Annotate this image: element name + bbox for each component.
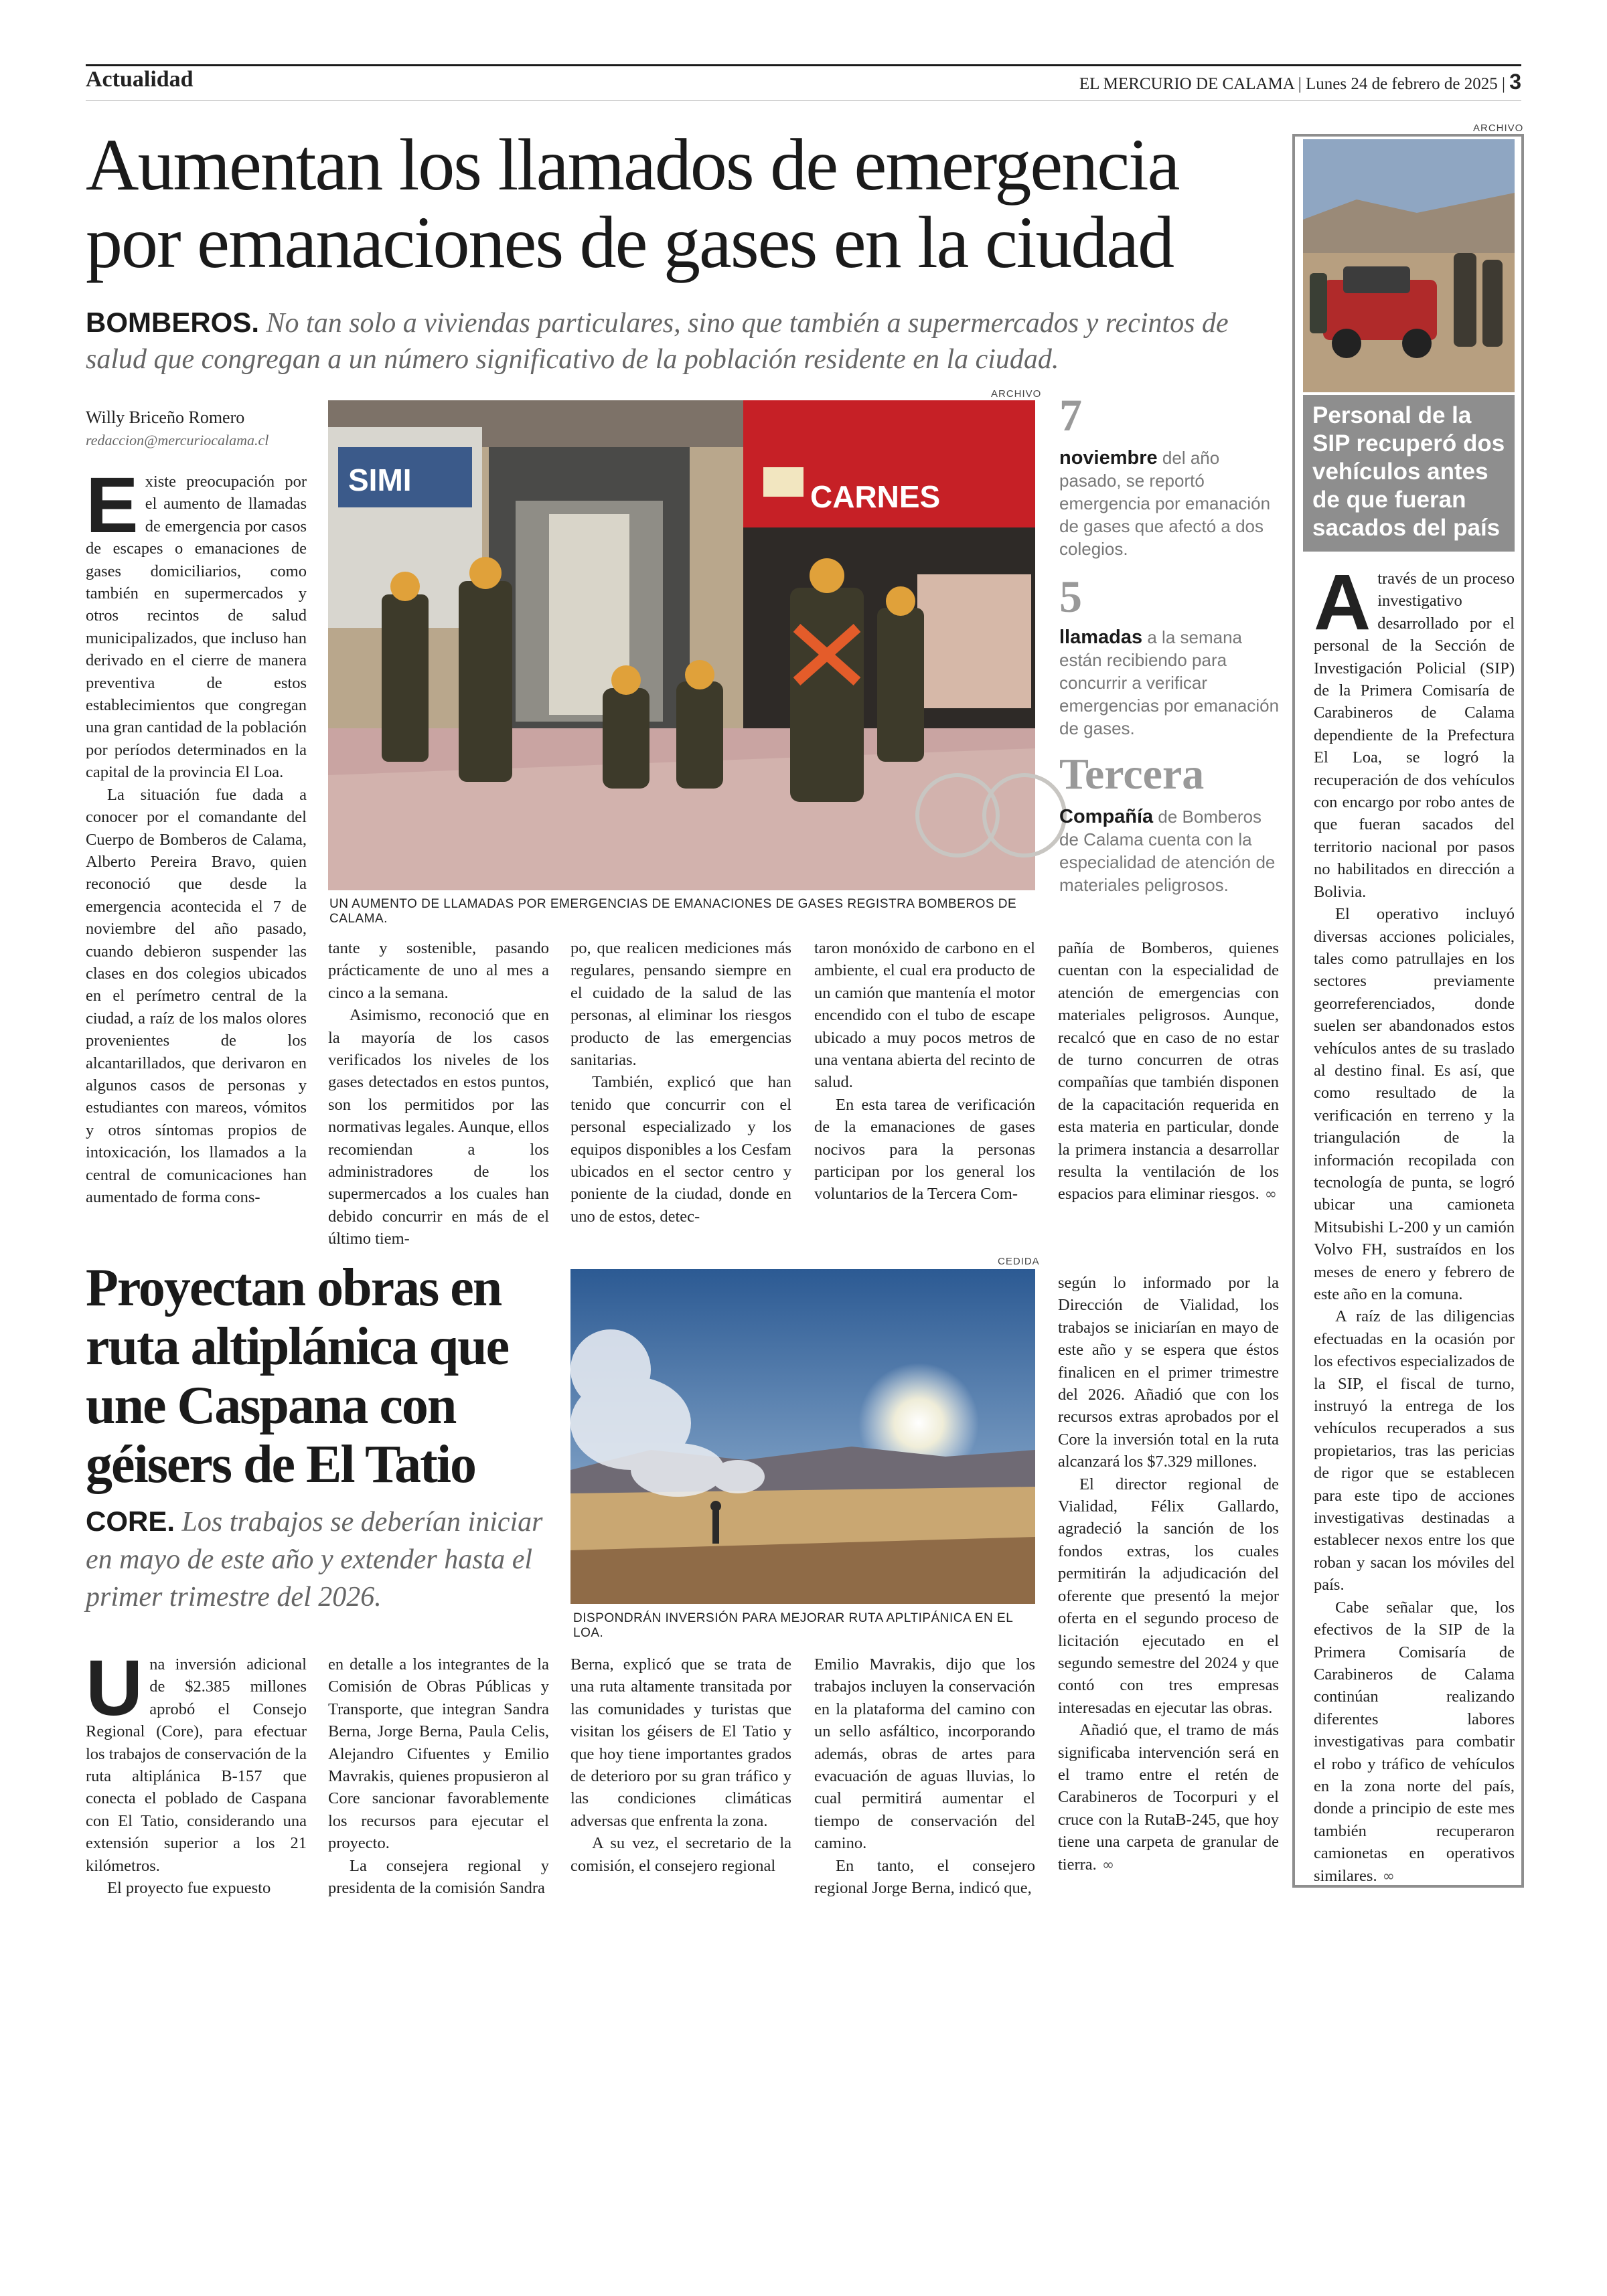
fact-1-body: del año pasado, se reportó emergencia por emanación de gases que afectó a dos colegios. (1059, 448, 1271, 559)
main-photo-caption: UN AUMENTO DE LLAMADAS POR EMERGENCIAS DE EMANACIONES DE GASES REGISTRA BOMBEROS DE CALAMA. (329, 897, 1017, 926)
main-col-1-para-2: La situación fue dada a conocer por el comandante del Cuerpo de Bomberos de Calama, Alberto Pereira Bravo, quien reconoció que desde la emergencia acontecida el 7 de noviembre del año pasado, cuando debieron suspender las clases en dos colegios ubicados en el perímetro central de la ciudad, a raíz de los malos olores provenientes de los alcantarillados, que derivaron en algunos casos de personas y estudiantes con mareos, vómitos y otros síntomas propios de intoxicación, los llamados a la central de comunicaciones han aumentado de forma cons- (86, 785, 307, 1206)
author-email: redaccion@mercuriocalama.cl (86, 432, 269, 448)
simi-sign: SIMI (348, 463, 412, 497)
second-col-4-para-1: Emilio Mavrakis, dijo que los trabajos incluyen la conservación en la plataforma del camino con un sello asfáltico, incorporando además, obras de artes para evacuación de aguas lluvias, lo cual permitirá aumentar el tiempo de conservación del camino. (814, 1655, 1035, 1853)
main-headline-line2: por emanaciones de gases en la ciudad (86, 201, 1174, 283)
fact-2-bold: llamadas (1059, 627, 1143, 648)
second-col-3 (570, 1653, 791, 1901)
firefighters-photo (328, 400, 1035, 890)
main-col-5 (1058, 937, 1279, 1232)
sidebar-dropcap: A (1314, 558, 1371, 647)
main-col-1-para-1 (86, 461, 307, 784)
firefighters-photo-art (328, 400, 1035, 890)
second-headline: Proyectan obras en ruta altiplánica que une Caspana con géisers de El Tatio (86, 1258, 509, 1494)
end-of-article-mark-icon: ∞ (1382, 1868, 1395, 1885)
main-col-3-para-1: po, que realicen mediciones más regulares, pensando siempre en el cuidado de la salud de las personas, al eliminar los riesgos producto de las emergencias sanitarias. (570, 939, 791, 1070)
section-name: Actualidad (86, 67, 194, 92)
main-col-4 (814, 937, 1035, 1232)
fact-3-bold: Compañía (1059, 806, 1154, 827)
fact-3-body: de Bomberos de Calama cuenta con la especialidad de atención de materiales peligrosos. (1059, 807, 1276, 895)
header-rule (86, 64, 1521, 66)
second-col-5-para-1: según lo informado por la Dirección de Vialidad, los trabajos se iniciarían en mayo de este año y se espera que éstos finalicen en el primer trimestre del 2026. Añadió que con los recursos extras aprobados por el Core la inversión total en la ruta alcanzará los $7.329 millones. (1058, 1274, 1279, 1471)
byline (86, 406, 269, 452)
main-deck-tag: BOMBEROS. (86, 307, 260, 338)
main-col-3 (570, 937, 791, 1232)
end-of-article-mark-icon: ∞ (1101, 1856, 1115, 1874)
main-dropcap: E (86, 461, 139, 550)
geyser-photo-art (570, 1269, 1035, 1604)
sidebar-para-2: El operativo incluyó diversas acciones policiales, tales como patrullajes en los sectores previamente georreferenciados, donde suelen ser abandonados estos vehículos antes de su traslado al destino final. Es así, que como resultado de la verificación en terreno y la triangulación de la información recopilada con tecnología de punta, se logró ubicar una camioneta Mitsubishi L-200 y un camión Volvo FH, sustraídos en los meses de enero y febrero de este año en la comuna. (1314, 905, 1515, 1303)
main-deck (86, 305, 1278, 378)
second-deck-text: Los trabajos se deberían iniciar en mayo de este año y extender hasta el primer trimestre del 2026. (86, 1507, 543, 1613)
fact-2-body: a la semana están recibiendo para concurrir a verificar emergencias por emanación de gases. (1059, 627, 1280, 738)
second-col-3-para-1: Berna, explicó que se trata de una ruta altamente transitada por las comunidades y turistas que visitan los géisers de El Tatio y que hoy tiene importantes grados de deterioro por su gran tráfico y las condiciones climáticas adversas que enfrenta la zona. (570, 1655, 791, 1830)
second-col-5 (1058, 1272, 1279, 1901)
header-divider (86, 100, 1521, 101)
second-col-1-para-2: El proyecto fue expuesto (107, 1879, 271, 1898)
second-col-4-para-2: En tanto, el consejero regional Jorge Berna, indicó que, (814, 1856, 1035, 1898)
fact-1-number: 7 (1059, 390, 1082, 440)
second-col-1 (86, 1644, 307, 1901)
fact-2-text (1059, 626, 1280, 740)
main-col-5-para-1 (1058, 937, 1279, 1206)
sidebar-para-4-text: Cabe señalar que, los efectivos de la SIP de la Primera Comisaría de Carabineros de Calama continúan realizando diferentes labores investigativas para combatir el robo y tráfico de vehículos en la zona norte del país, donde a principio de este mes también recuperaron camionetas en operativos similares. (1314, 1598, 1515, 1885)
fact-2-number: 5 (1059, 571, 1082, 622)
fact-3-text (1059, 805, 1280, 896)
main-col-2 (328, 937, 549, 1248)
end-of-article-mark-icon: ∞ (1264, 1186, 1278, 1204)
second-col-1-para-1-text: na inversión adicional de $2.385 millones aprobó el Consejo Regional (Core), para efectuar los trabajos de conservación de la ruta altiplánica B-157 que conecta el poblado de Caspana con El Tatio, considerando una extensión superior a los 21 kilómetros. (86, 1655, 307, 1875)
second-col-3-para-2: A su vez, el secretario de la comisión, el consejero regional (570, 1834, 791, 1875)
second-col-2 (328, 1653, 549, 1901)
second-deck-tag: CORE. (86, 1505, 175, 1537)
second-col-5-para-3-text: Añadió que, el tramo de más significaba intervención será en el tramo entre el retén de Carabineros de Tocorpuri y el cruce con la RutaB-245, que hoy tiene una carpeta de granular de tierra. (1058, 1721, 1279, 1874)
second-deck (86, 1503, 554, 1616)
second-col-5-para-3 (1058, 1719, 1279, 1876)
recovered-vehicles-photo (1303, 139, 1515, 392)
geyser-photo-caption: DISPONDRÁN INVERSIÓN PARA MEJORAR RUTA APLTIPÁNICA EN EL LOA. (573, 1611, 1013, 1640)
main-col-4-para-1: taron monóxido de carbono en el ambiente, el cual era producto de un camión que mantenía el motor encendido con el tubo de escape ubicado a muy pocos metros de una ventana abierta del recinto de salud. (814, 939, 1035, 1092)
sidebar-para-1 (1314, 558, 1515, 903)
geyser-photo (570, 1269, 1035, 1604)
second-col-1-para-1 (86, 1644, 307, 1877)
recovered-vehicles-photo-art (1303, 139, 1515, 392)
main-col-1 (86, 461, 307, 1232)
author-name: Willy Briceño Romero (86, 408, 245, 427)
second-col-5-para-2: El director regional de Vialidad, Félix Gallardo, agradeció la sanción de los fondos extras, los cuales permitirán la adjudicación del oferente que presentó la mejor oferta en el segundo proceso de licitación ejecutado en el segundo semestre del 2024 y que contó con tres empresas interesadas en ejecutar las obras. (1058, 1475, 1279, 1717)
geyser-photo-credit: CEDIDA (998, 1256, 1040, 1267)
main-deck-text: No tan solo a viviendas particulares, sino que también a supermercados y recintos de salud que congregan a un número significativo de la población residente en la ciudad. (86, 308, 1229, 375)
main-col-3-para-2: También, explicó que han tenido que concurrir con el personal especializado y los equipos disponibles a los Cesfam ubicados en el sector centro y poniente de la ciudad, donde en uno de estos, detec- (570, 1073, 791, 1226)
sidebar-para-4 (1314, 1596, 1515, 1888)
fact-3-number: Tercera (1059, 750, 1205, 799)
sidebar-photo-credit: ARCHIVO (1473, 122, 1524, 134)
page-number: 3 (1509, 70, 1521, 94)
carnes-sign: CARNES (810, 479, 941, 514)
sidebar-para-1-text: través de un proceso investigativo desarrollado por el personal de la Sección de Investigación Policial (SIP) de la Primera Comisaría de Carabineros de Calama dependiente de la Prefectura El Loa, se logró la recuperación de dos vehículos con encargo por robo antes de que fueran sacados del territorio nacional por pasos no habilitados en dirección a Bolivia. (1314, 570, 1515, 901)
sidebar-text (1314, 558, 1515, 1885)
main-col-1-para-1-text: xiste preocupación por el aumento de llamadas de emergencia por casos de escapes o emanaciones de gases domiciliarios, como también en supermercados y otros recintos de salud municipalizados, que incluso han derivado en el cierre de manera preventiva de estos establecimientos que congregan una gran cantidad de la población por períodos determinados en la capital de la provincia El Loa. (86, 473, 307, 782)
masthead (1079, 70, 1521, 94)
main-headline-line1: Aumentan los llamados de emergencia (86, 124, 1179, 206)
main-col-5-para-1-text: pañía de Bomberos, quienes cuentan con la especialidad de atención de emergencias con materiales peligrosos. Aunque, recalcó que en caso de no estar de turno concurren de otras compañías que también disponen de la capacitación requerida en esta materia en particular, donde la primera instancia a desarrollar resulta la ventilación de los espacios para eliminar riesgos. (1058, 939, 1279, 1204)
second-dropcap: U (86, 1644, 143, 1732)
second-col-2-para-2: La consejera regional y presidenta de la comisión Sandra (328, 1856, 549, 1898)
fact-1-text (1059, 446, 1280, 560)
fact-1-bold: noviembre (1059, 447, 1158, 469)
main-photo-credit: ARCHIVO (991, 388, 1042, 400)
main-col-2-para-1: tante y sostenible, pasando prácticamente de uno al mes a cinco a la semana. (328, 939, 549, 1002)
masthead-text: EL MERCURIO DE CALAMA | Lunes 24 de febrero de 2025 | (1079, 75, 1505, 93)
second-col-2-para-1: en detalle a los integrantes de la Comisión de Obras Públicas y Transporte, que integran Sandra Berna, Jorge Berna, Paula Celis, Alejandro Cifuentes y Emilio Mavrakis, quienes propusieron al Core sancionar favorablemente los recursos para ejecutar el proyecto. (328, 1655, 549, 1853)
main-col-2-para-2: Asimismo, reconoció que en la mayoría de los casos verificados los niveles de los gases detectados en estos puntos, son los permitidos por las normativas legales. Aunque, ellos recomiendan a los administradores de los supermercados a los cuales han debido concurrir en más de el último tiem- (328, 1006, 549, 1248)
sidebar-para-3: A raíz de las diligencias efectuadas en la ocasión por los efectivos especializados de la SIP, el fiscal de turno, instruyó la entrega de los vehículos recuperados a sus propietarios, tras las pericias de rigor que se establecen para este tipo de acciones investigativas destinadas a establecer nexos entre los que roban y sacan los móviles del país. (1314, 1307, 1515, 1594)
main-col-4-para-2: En esta tarea de verificación de la emanaciones de gases nocivos para la personas participan por los general los voluntarios de la Tercera Com- (814, 1095, 1035, 1204)
main-headline (86, 126, 1291, 281)
second-col-4 (814, 1653, 1035, 1901)
sidebar-headline: Personal de la SIP recuperó dos vehículos antes de que fueran sacados del país (1303, 395, 1515, 552)
